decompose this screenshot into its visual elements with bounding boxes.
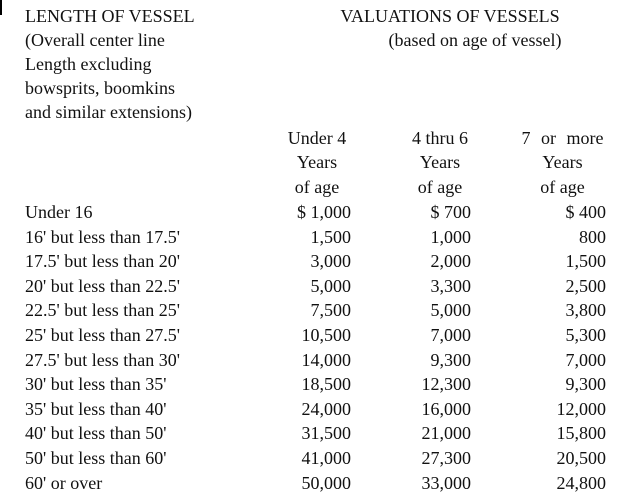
col-2-header-line-1: 4 thru 6 [412, 128, 468, 148]
row-value-col-3: 12,000 [556, 399, 606, 419]
row-length-label: 17.5' but less than 20' [25, 251, 180, 271]
col-3-header-line-2: Years [542, 152, 583, 172]
length-header-line-1: (Overall center line [25, 30, 165, 50]
row-value-col-2: 27,300 [421, 448, 471, 468]
row-value-col-1: 50,000 [301, 473, 351, 493]
row-value-col-1: 41,000 [301, 448, 351, 468]
col-3-header-line-1: 7 or more [521, 128, 604, 148]
row-value-col-2: 2,000 [430, 251, 471, 271]
row-length-label: 35' but less than 40' [25, 399, 167, 419]
row-value-col-1: 14,000 [301, 350, 351, 370]
length-header-line-4: and similar extensions) [25, 102, 192, 122]
row-value-col-1: 1,500 [310, 227, 351, 247]
row-length-label: 50' but less than 60' [25, 448, 167, 468]
col-3-header-line-3: of age [540, 177, 585, 197]
row-value-col-2: 21,000 [421, 423, 471, 443]
row-value-col-3: 24,800 [556, 473, 606, 493]
row-value-col-2: 5,000 [430, 300, 471, 320]
row-length-label: 25' but less than 27.5' [25, 325, 180, 345]
row-value-col-2: $ 700 [430, 202, 471, 222]
row-length-label: 30' but less than 35' [25, 374, 167, 394]
row-value-col-3: 5,300 [565, 325, 606, 345]
row-value-col-1: 10,500 [301, 325, 351, 345]
row-value-col-1: 31,500 [301, 423, 351, 443]
margin-mark [0, 0, 2, 15]
row-value-col-1: 18,500 [301, 374, 351, 394]
row-value-col-3: $ 400 [565, 202, 606, 222]
row-value-col-3: 15,800 [556, 423, 606, 443]
row-value-col-3: 7,000 [565, 350, 606, 370]
row-length-label: Under 16 [25, 202, 93, 222]
row-length-label: 22.5' but less than 25' [25, 300, 180, 320]
col-1-header-line-1: Under 4 [287, 128, 347, 148]
row-value-col-3: 2,500 [565, 276, 606, 296]
row-value-col-1: $ 1,000 [297, 202, 351, 222]
row-length-label: 40' but less than 50' [25, 423, 167, 443]
length-header-line-3: bowsprits, boomkins [25, 78, 176, 98]
row-length-label: 20' but less than 22.5' [25, 276, 180, 296]
row-length-label: 60' or over [25, 473, 103, 493]
row-value-col-1: 3,000 [310, 251, 351, 271]
row-value-col-1: 24,000 [301, 399, 351, 419]
row-value-col-2: 7,000 [430, 325, 471, 345]
row-value-col-2: 1,000 [430, 227, 471, 247]
row-value-col-3: 20,500 [556, 448, 606, 468]
row-value-col-1: 5,000 [310, 276, 351, 296]
length-header-title: LENGTH OF VESSEL [25, 6, 195, 26]
col-1-header-line-2: Years [296, 152, 338, 172]
col-2-header-line-2: Years [419, 152, 461, 172]
row-value-col-2: 33,000 [421, 473, 471, 493]
row-value-col-3: 9,300 [565, 374, 606, 394]
row-value-col-3: 3,800 [565, 300, 606, 320]
row-value-col-2: 16,000 [421, 399, 471, 419]
row-value-col-2: 12,300 [421, 374, 471, 394]
valuations-header-subtitle: (based on age of vessel) [388, 30, 562, 50]
row-value-col-2: 3,300 [430, 276, 471, 296]
row-value-col-2: 9,300 [430, 350, 471, 370]
row-length-label: 16' but less than 17.5' [25, 227, 180, 247]
row-value-col-3: 800 [579, 227, 606, 247]
length-header-line-2: Length excluding [25, 54, 152, 74]
col-1-header-line-3: of age [294, 177, 340, 197]
row-value-col-1: 7,500 [310, 300, 351, 320]
row-value-col-3: 1,500 [565, 251, 606, 271]
valuations-header-title: VALUATIONS OF VESSELS [340, 6, 560, 26]
col-2-header-line-3: of age [417, 177, 463, 197]
row-length-label: 27.5' but less than 30' [25, 350, 180, 370]
